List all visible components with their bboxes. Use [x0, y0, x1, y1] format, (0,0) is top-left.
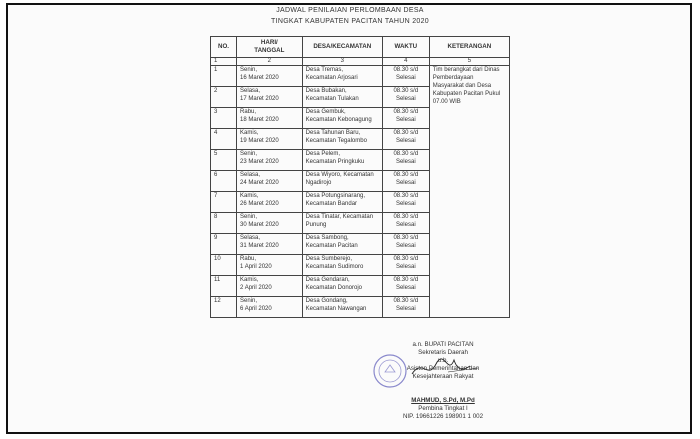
row-day: Kamis, — [240, 193, 259, 199]
row-no: 10 — [211, 255, 237, 276]
row-no: 5 — [211, 150, 237, 171]
row-kecamatan: Kecamatan Sudimoro — [305, 264, 364, 270]
row-no: 9 — [211, 234, 237, 255]
row-waktu-start: 08.30 s/d — [393, 256, 419, 262]
row-waktu-end: Selesai — [395, 117, 416, 123]
row-waktu-end: Selesai — [395, 306, 416, 312]
row-kecamatan: Kecamatan Pringkuku — [305, 159, 365, 165]
row-waktu-cell — [382, 171, 429, 192]
row-date: 18 Maret 2020 — [240, 117, 279, 123]
row-desa-cell — [302, 234, 382, 255]
row-date-cell — [237, 297, 303, 318]
table-row — [211, 66, 510, 87]
row-desa: Desa Tinatar, Kecamatan — [305, 214, 374, 220]
header-no: NO. — [211, 37, 237, 58]
index-cell: 2 — [237, 58, 303, 66]
row-day: Kamis, — [240, 130, 259, 136]
header-keterangan: KETERANGAN — [429, 37, 509, 58]
row-kecamatan: Kecamatan Tegalombo — [305, 138, 367, 144]
row-no: 6 — [211, 171, 237, 192]
row-waktu-start: 08.30 s/d — [393, 172, 419, 178]
row-waktu-start: 08.30 s/d — [393, 193, 419, 199]
index-cell: 5 — [429, 58, 509, 66]
row-waktu-cell — [382, 234, 429, 255]
row-waktu-end: Selesai — [395, 75, 416, 81]
row-day: Senin, — [240, 67, 258, 73]
row-waktu-cell — [382, 150, 429, 171]
row-no: 2 — [211, 87, 237, 108]
signature-block — [378, 341, 508, 421]
row-date: 26 Maret 2020 — [240, 201, 279, 207]
row-no: 3 — [211, 108, 237, 129]
row-waktu-cell — [382, 108, 429, 129]
row-waktu-end: Selesai — [395, 138, 416, 144]
row-desa-cell — [302, 171, 382, 192]
row-kecamatan: Kecamatan Arjosari — [305, 75, 358, 81]
row-date: 1 April 2020 — [240, 264, 272, 270]
row-date-cell — [237, 108, 303, 129]
header-desa: DESA/KECAMATAN — [302, 37, 382, 58]
row-date: 6 April 2020 — [240, 306, 272, 312]
index-cell: 3 — [302, 58, 382, 66]
header-waktu: WAKTU — [382, 37, 429, 58]
row-date: 30 Maret 2020 — [240, 222, 279, 228]
row-desa-cell — [302, 192, 382, 213]
header-date — [237, 37, 303, 58]
row-waktu-end: Selesai — [395, 243, 416, 249]
signer-rank: Pembina Tingkat I — [418, 405, 468, 412]
row-waktu-cell — [382, 255, 429, 276]
row-day: Rabu, — [240, 256, 257, 262]
row-kecamatan: Kecamatan Bandar — [305, 201, 358, 207]
row-waktu-start: 08.30 s/d — [393, 214, 419, 220]
row-day: Senin, — [240, 214, 258, 220]
row-no: 4 — [211, 129, 237, 150]
row-date-cell — [237, 171, 303, 192]
row-desa-cell — [302, 297, 382, 318]
row-waktu-start: 08.30 s/d — [393, 67, 419, 73]
row-no: 8 — [211, 213, 237, 234]
row-desa: Desa Potungsinarang, — [305, 193, 366, 199]
sign-line2: Sekretaris Daerah — [418, 349, 468, 356]
row-day: Rabu, — [240, 109, 257, 115]
header-date-line2: TANGGAL — [254, 47, 285, 54]
row-date-cell — [237, 213, 303, 234]
row-kecamatan: Kecamatan Tulakan — [305, 96, 359, 102]
row-waktu-end: Selesai — [395, 180, 416, 186]
row-date-cell — [237, 276, 303, 297]
row-kecamatan: Ngadirojo — [305, 180, 332, 186]
row-waktu-end: Selesai — [395, 96, 416, 102]
row-desa: Desa Sambong, — [305, 235, 349, 241]
sign-line5: Kesejahteraan Rakyat — [412, 373, 474, 380]
row-date: 31 Maret 2020 — [240, 243, 279, 249]
row-waktu-start: 08.30 s/d — [393, 130, 419, 136]
row-desa-cell — [302, 129, 382, 150]
row-date-cell — [237, 234, 303, 255]
row-desa: Desa Tahunan Baru, — [305, 130, 361, 136]
row-waktu-start: 08.30 s/d — [393, 109, 419, 115]
row-waktu-cell — [382, 297, 429, 318]
row-waktu-cell — [382, 276, 429, 297]
row-date-cell — [237, 192, 303, 213]
row-kecamatan: Kecamatan Kebonagung — [305, 117, 372, 123]
table-header-row — [211, 37, 510, 58]
row-desa: Desa Wiyoro, Kecamatan — [305, 172, 374, 178]
row-date: 17 Maret 2020 — [240, 96, 279, 102]
row-desa: Desa Bubakan, — [305, 88, 347, 94]
row-kecamatan: Punung — [305, 222, 327, 228]
row-date-cell — [237, 66, 303, 87]
row-no: 12 — [211, 297, 237, 318]
index-cell: 1 — [211, 58, 237, 66]
row-desa-cell — [302, 150, 382, 171]
row-desa: Desa Tremas, — [305, 67, 344, 73]
row-no: 7 — [211, 192, 237, 213]
row-desa: Desa Sumberejo, — [305, 256, 353, 262]
sign-line1: a.n. BUPATI PACITAN — [412, 341, 474, 348]
signer-name: MAHMUD, S.Pd, M.Pd — [411, 397, 475, 404]
sign-line3: u.b. — [437, 357, 449, 364]
row-waktu-cell — [382, 66, 429, 87]
row-desa: Desa Gembuk, — [305, 109, 346, 115]
row-desa-cell — [302, 276, 382, 297]
row-waktu-start: 08.30 s/d — [393, 235, 419, 241]
row-desa-cell — [302, 255, 382, 276]
row-waktu-start: 08.30 s/d — [393, 298, 419, 304]
table-index-row — [211, 58, 510, 66]
row-desa: Desa Gendaran, — [305, 277, 350, 283]
row-waktu-cell — [382, 129, 429, 150]
sign-line4: Asisten Pemerintahan dan — [406, 365, 480, 372]
row-waktu-end: Selesai — [395, 285, 416, 291]
row-no: 11 — [211, 276, 237, 297]
row-date-cell — [237, 129, 303, 150]
row-desa-cell — [302, 66, 382, 87]
row-date-cell — [237, 255, 303, 276]
row-desa: Desa Gondang, — [305, 298, 348, 304]
row-day: Kamis, — [240, 277, 259, 283]
row-waktu-end: Selesai — [395, 201, 416, 207]
schedule-table — [210, 36, 510, 318]
row-waktu-end: Selesai — [395, 264, 416, 270]
table-body — [211, 66, 510, 318]
header-date-line1: HARI/ — [260, 39, 278, 46]
row-waktu-end: Selesai — [395, 159, 416, 165]
document-title-line2: TINGKAT KABUPATEN PACITAN TAHUN 2020 — [271, 18, 429, 25]
row-desa: Desa Pelem, — [305, 151, 341, 157]
row-day: Selasa, — [240, 235, 261, 241]
row-waktu-cell — [382, 192, 429, 213]
row-waktu-start: 08.30 s/d — [393, 151, 419, 157]
row-day: Selasa, — [240, 88, 261, 94]
row-kecamatan: Kecamatan Donorojo — [305, 285, 363, 291]
row-day: Senin, — [240, 151, 258, 157]
row-kecamatan: Kecamatan Nawangan — [305, 306, 367, 312]
row-day: Senin, — [240, 298, 258, 304]
row-date: 16 Maret 2020 — [240, 75, 279, 81]
row-desa-cell — [302, 213, 382, 234]
row-waktu-cell — [382, 213, 429, 234]
keterangan-cell: Tim berangkat dari Dinas Pemberdayaan Masyarakat dan Desa Kabupaten Pacitan Pukul 07.00 WIB — [429, 66, 509, 318]
row-waktu-end: Selesai — [395, 222, 416, 228]
row-no: 1 — [211, 66, 237, 87]
row-waktu-start: 08.30 s/d — [393, 88, 419, 94]
row-date-cell — [237, 87, 303, 108]
row-day: Selasa, — [240, 172, 261, 178]
row-date: 2 April 2020 — [240, 285, 272, 291]
row-date: 19 Maret 2020 — [240, 138, 279, 144]
signer-nip: NIP. 19661226 198901 1 002 — [402, 413, 484, 420]
row-desa-cell — [302, 87, 382, 108]
row-date: 23 Maret 2020 — [240, 159, 279, 165]
row-waktu-start: 08.30 s/d — [393, 277, 419, 283]
document-title-line1: JADWAL PENILAIAN PERLOMBAAN DESA — [276, 7, 424, 14]
row-kecamatan: Kecamatan Pacitan — [305, 243, 358, 249]
index-cell: 4 — [382, 58, 429, 66]
row-waktu-cell — [382, 87, 429, 108]
row-date-cell — [237, 150, 303, 171]
row-date: 24 Maret 2020 — [240, 180, 279, 186]
row-desa-cell — [302, 108, 382, 129]
